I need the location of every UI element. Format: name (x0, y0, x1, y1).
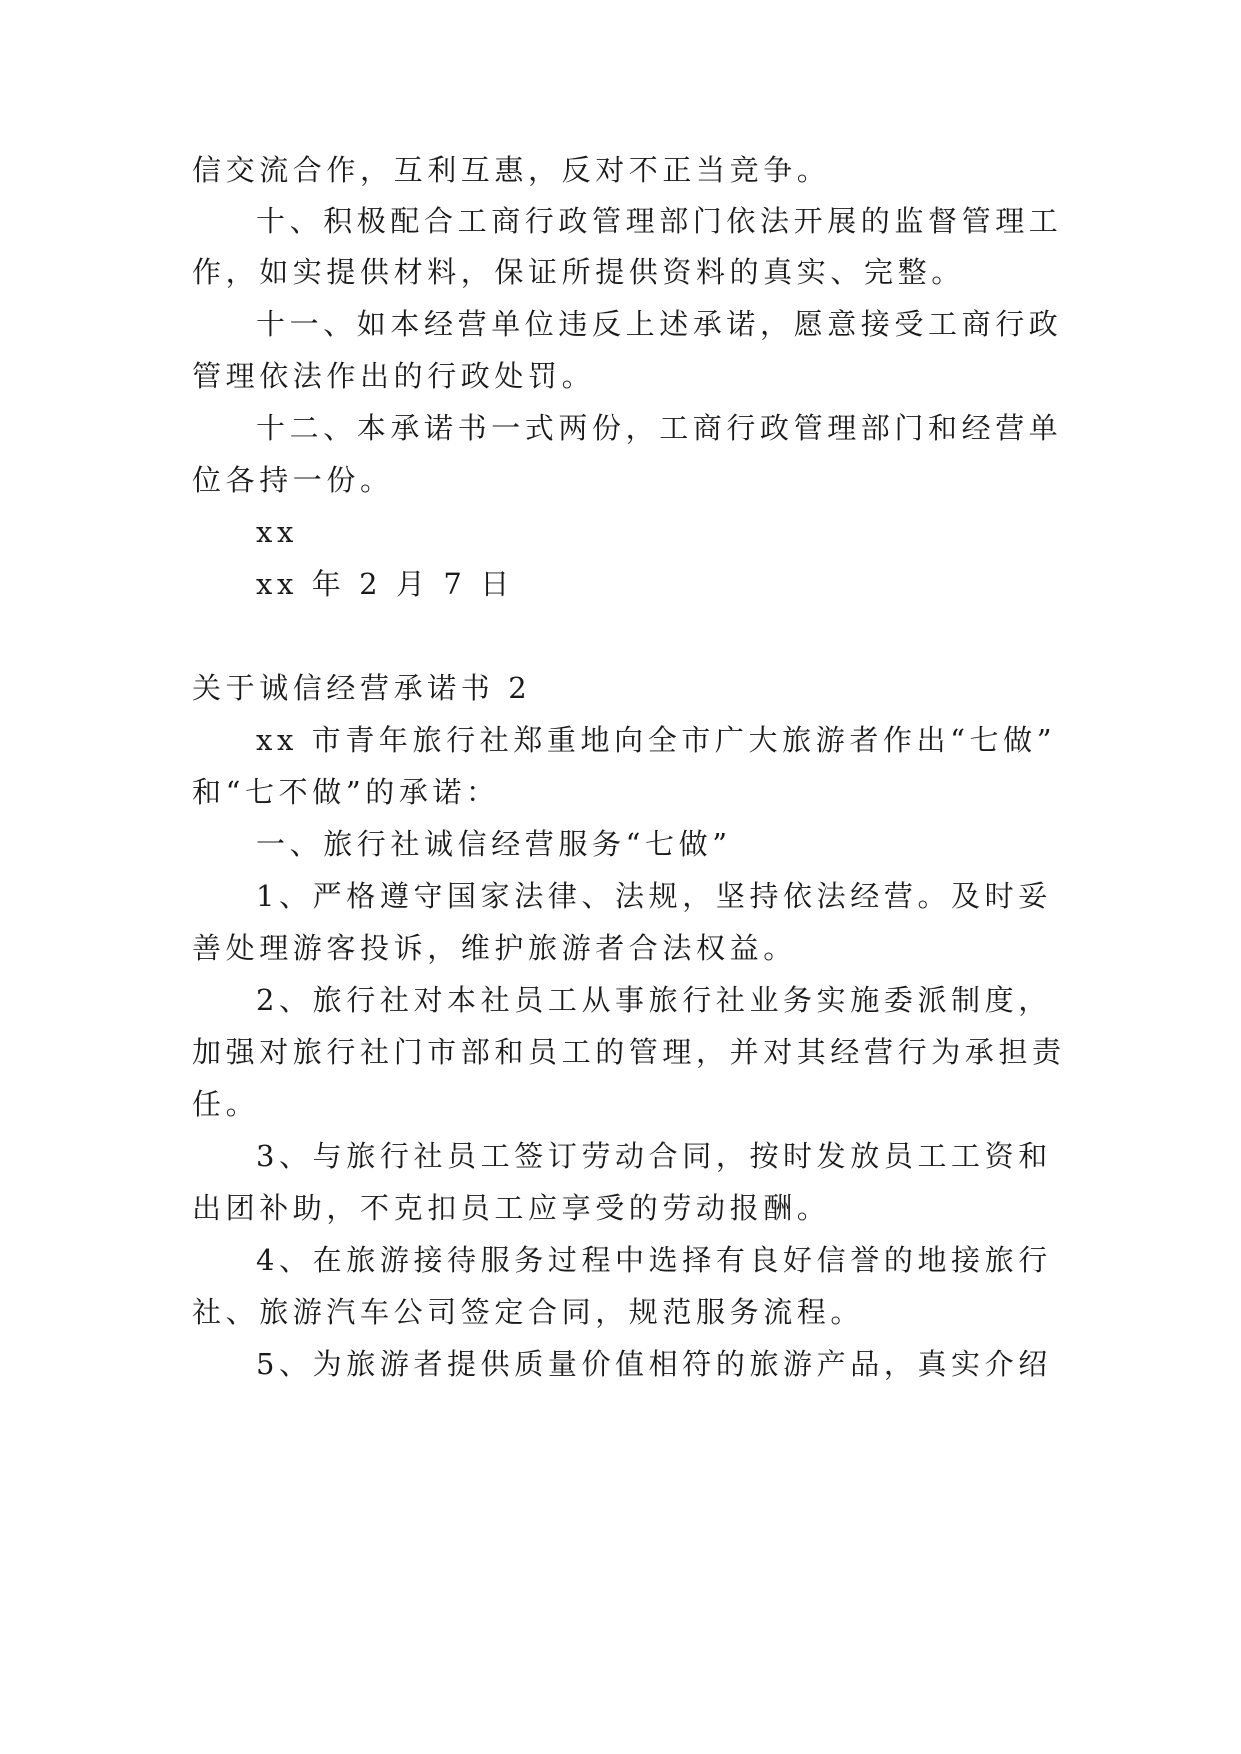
text-line: 善处理游客投诉，维护旅游者合法权益。 (192, 931, 797, 965)
text-line: 加强对旅行社门市部和员工的管理，并对其经营行为承担责 (192, 1035, 1066, 1069)
text-line: xx 市青年旅行社郑重地向全市广大旅游者作出“七做” (256, 723, 1057, 757)
signature-date: xx 年 2 月 7 日 (256, 567, 514, 601)
text-line: 和“七不做”的承诺： (192, 775, 500, 809)
text-line: 社、旅游汽车公司签定合同，规范服务流程。 (192, 1295, 865, 1329)
text-line: 4、在旅游接待服务过程中选择有良好信誉的地接旅行 (256, 1243, 1052, 1277)
section-title: 关于诚信经营承诺书 2 (192, 671, 532, 705)
text-line: 信交流合作，互利互惠，反对不正当竞争。 (192, 153, 831, 187)
text-line: 十、积极配合工商行政管理部门依法开展的监督管理工 (256, 204, 1063, 238)
text-line: 管理依法作出的行政处罚。 (192, 359, 596, 393)
text-line: 出团补助，不克扣员工应享受的劳动报酬。 (192, 1191, 831, 1225)
text-line: 位各持一份。 (192, 463, 394, 497)
subheading: 一、旅行社诚信经营服务“七做” (256, 827, 732, 861)
text-line: 2、旅行社对本社员工从事旅行社业务实施委派制度， (256, 983, 1052, 1017)
text-line: 5、为旅游者提供质量价值相符的旅游产品，真实介绍 (256, 1347, 1052, 1381)
text-line: 十二、本承诺书一式两份，工商行政管理部门和经营单 (256, 411, 1063, 445)
text-line: 3、与旅行社员工签订劳动合同，按时发放员工工资和 (256, 1139, 1052, 1173)
text-line: 任。 (192, 1087, 260, 1121)
text-line: 十一、如本经营单位违反上述承诺，愿意接受工商行政 (256, 307, 1063, 341)
text-line: 作，如实提供材料，保证所提供资料的真实、完整。 (192, 255, 965, 289)
text-line: 1、严格遵守国家法律、法规，坚持依法经营。及时妥 (256, 879, 1052, 913)
signature-name: xx (256, 515, 298, 549)
